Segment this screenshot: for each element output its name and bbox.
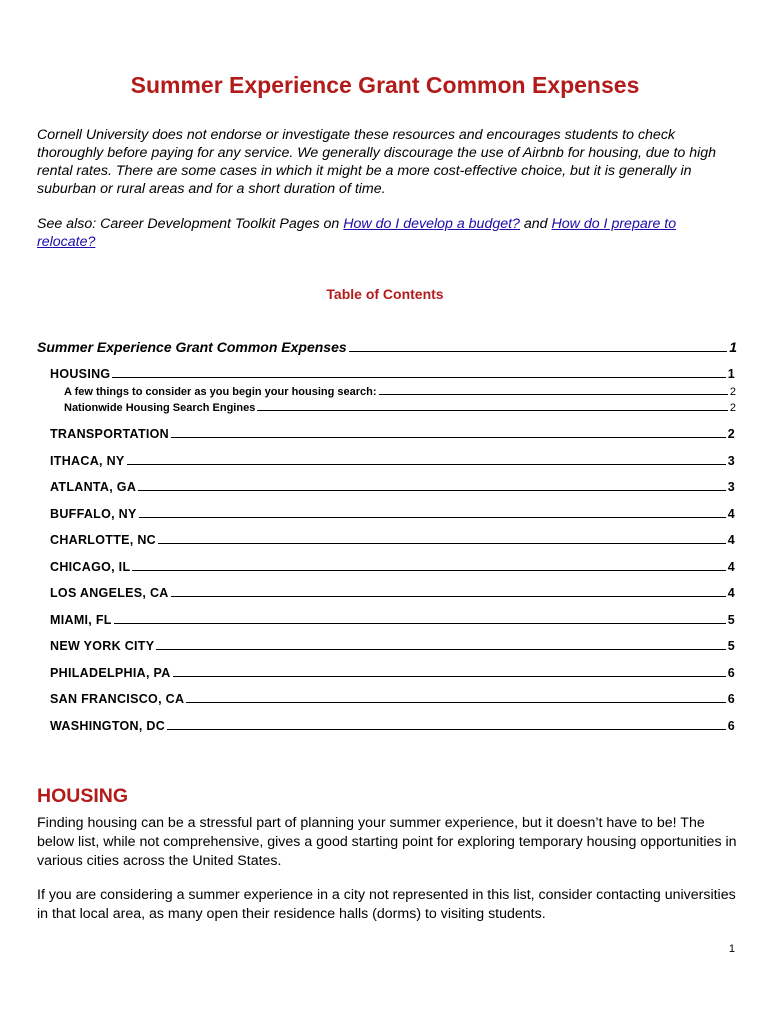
toc-leader [379,394,728,395]
toc-entry-ithaca[interactable] [50,454,735,468]
toc-entry-search-engines[interactable] [64,402,736,414]
toc-leader [349,351,728,352]
toc-entry-page: 5 [727,613,735,627]
toc-entry-page: 2 [727,427,735,441]
toc-entry-new-york-city[interactable] [50,639,735,653]
toc-leader [139,517,726,518]
document-title: Summer Experience Grant Common Expenses [130,72,640,98]
toc-leader [167,729,726,730]
toc-entry-page: 4 [727,507,735,521]
toc-entry-page: 6 [727,719,735,733]
toc-entry-transportation[interactable] [50,427,735,441]
toc-leader [156,649,725,650]
toc-entry-page: 4 [727,533,735,547]
toc-entry-page: 5 [727,639,735,653]
toc-entry-page: 3 [727,480,735,494]
toc-entry-label: NEW YORK CITY [50,639,155,653]
toc-entry-charlotte[interactable] [50,533,735,547]
toc-entry-page: 2 [729,402,736,414]
toc-entry-philadelphia[interactable] [50,666,735,680]
toc-leader [112,377,725,378]
housing-paragraph-1: Finding housing can be a stressful part of planning your summer experience, but it doesn’t have to be! The below list, while not comprehensive, gives a good starting point for exploring temporary housing opportunities in various cities across the United States. [37,815,737,869]
toc-entry-page: 1 [727,367,735,381]
toc-entry-label: BUFFALO, NY [50,507,137,521]
toc-leader [171,596,726,597]
toc-leader [114,623,726,624]
toc-leader [173,676,726,677]
toc-entry-page: 6 [727,666,735,680]
toc-entry-label: TRANSPORTATION [50,427,170,441]
toc-entry-label: LOS ANGELES, CA [50,586,169,600]
toc-entry-label: ITHACA, NY [50,454,125,468]
toc-entry-page: 2 [729,386,736,398]
toc-entry-label: A few things to consider as you begin your housing search: [64,386,377,398]
toc-entry-label: Summer Experience Grant Common Expenses [37,339,347,355]
toc-heading: Table of Contents [326,286,444,302]
toc-entry-label: HOUSING [50,367,111,381]
toc-entry-buffalo[interactable] [50,507,735,521]
toc-entry-label: ATLANTA, GA [50,480,137,494]
housing-paragraph-2: If you are considering a summer experience in a city not represented in this list, consider contacting universities in that local area, as many open their residence halls (dorms) to visiting students. [37,887,736,922]
toc-entry-page: 3 [727,454,735,468]
toc-entry-atlanta[interactable] [50,480,735,494]
toc-entry-page: 4 [727,560,735,574]
toc-entry-label: SAN FRANCISCO, CA [50,692,185,706]
toc-entry-page: 4 [727,586,735,600]
toc-entry-things-to-consider[interactable] [64,386,736,398]
page-number: 1 [728,943,735,955]
budget-link[interactable]: How do I develop a budget? [343,216,520,232]
relocate-link[interactable]: How do I prepare to relocate? [37,216,677,250]
toc-leader [127,464,726,465]
toc-entry-chicago[interactable] [50,560,735,574]
toc-entry-washington[interactable] [50,719,735,733]
housing-heading: HOUSING [37,785,129,807]
see-also-middle: and [519,216,552,232]
toc-entry-label: CHARLOTTE, NC [50,533,156,547]
toc-entry-label: MIAMI, FL [50,613,112,627]
toc-entry-title[interactable] [37,339,737,355]
toc-leader [158,543,726,544]
toc-leader [171,437,726,438]
toc-entry-san-francisco[interactable] [50,692,735,706]
toc-entry-housing[interactable] [50,367,735,381]
toc-leader [186,702,725,703]
toc-entry-label: Nationwide Housing Search Engines [64,402,256,414]
toc-entry-page: 1 [729,339,737,355]
toc-entry-label: WASHINGTON, DC [50,719,166,733]
see-also-paragraph [37,215,737,251]
toc-entry-page: 6 [727,692,735,706]
intro-paragraph: Cornell University does not endorse or investigate these resources and encourages students to check thoroughly before paying for any service. We generally discourage the use of Airbnb for housing, due to high rental rates. There are some cases in which it might be a more cost-effective choice, but it is generally in suburban or rural areas and for a short duration of time. [37,127,717,197]
toc-entry-label: PHILADELPHIA, PA [50,666,171,680]
toc-entry-miami[interactable] [50,613,735,627]
toc-leader [257,410,728,411]
toc-leader [138,490,726,491]
toc-entry-label: CHICAGO, IL [50,560,131,574]
toc-leader [132,570,725,571]
see-also-prefix: See also: Career Development Toolkit Pages on [37,216,344,232]
toc-entry-los-angeles[interactable] [50,586,735,600]
